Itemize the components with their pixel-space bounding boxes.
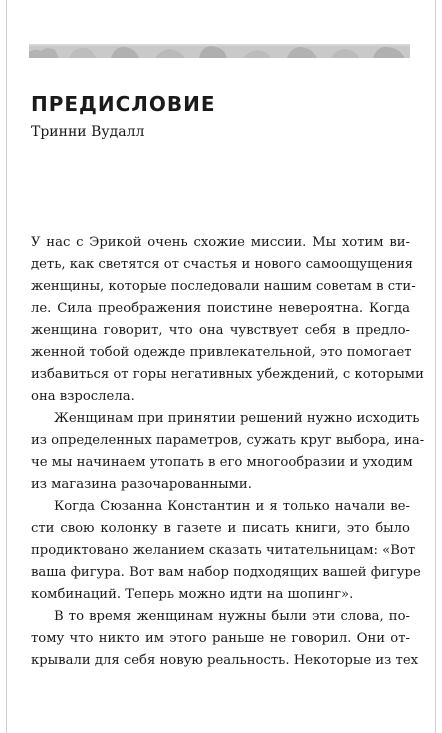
- text-line: комбинаций. Теперь можно идти на шопинг».: [31, 587, 354, 602]
- text-line: женщины, которые последовали нашим советам в сти-: [31, 279, 416, 294]
- text-line: Когда Сюзанна Константин и я только начали ве-: [54, 499, 410, 514]
- silhouette-pattern-icon: [29, 44, 410, 58]
- text-line: деть, как светятся от счастья и нового самоощущения: [31, 257, 413, 272]
- decorative-header-band: [29, 44, 410, 58]
- text-line: В то время женщинам нужны были эти слова, по-: [54, 609, 410, 624]
- body-text: [31, 232, 425, 672]
- text-line: из определенных параметров, сужать круг выбора, ина-: [31, 433, 425, 448]
- text-line: из магазина разочарованными.: [31, 477, 252, 492]
- text-line: избавиться от горы негативных убеждений, с которыми: [31, 367, 424, 382]
- text-line: она взрослела.: [31, 389, 135, 404]
- paragraph: [31, 496, 421, 606]
- text-line: ле. Сила преображения поистине невероятна. Когда: [31, 301, 410, 316]
- chapter-title: ПРЕДИСЛОВИЕ: [31, 92, 216, 116]
- text-line: че мы начинаем утопать в его многообразии и уходим: [31, 455, 413, 470]
- text-line: тому что никто им этого раньше не говорил. Они от-: [31, 631, 410, 646]
- text-line: сти свою колонку в газете и писать книги, это было: [31, 521, 410, 536]
- paragraph: [31, 232, 424, 408]
- paragraph: [31, 606, 419, 672]
- text-line: продиктовано желанием сказать читательницам: «Вот: [31, 543, 416, 558]
- text-line: женщина говорит, что она чувствует себя в предло-: [31, 323, 410, 338]
- paragraph: [31, 408, 425, 496]
- text-line: ваша фигура. Вот вам набор подходящих вашей фигуре: [31, 565, 421, 580]
- chapter-author: Тринни Вудалл: [31, 124, 145, 140]
- text-line: крывали для себя новую реальность. Некоторые из тех: [31, 653, 419, 668]
- text-line: женной тобой одежде привлекательной, это помогает: [31, 345, 412, 360]
- text-line: Женщинам при принятии решений нужно исходить: [54, 411, 420, 426]
- text-line: У нас с Эрикой очень схожие миссии. Мы хотим ви-: [31, 235, 410, 250]
